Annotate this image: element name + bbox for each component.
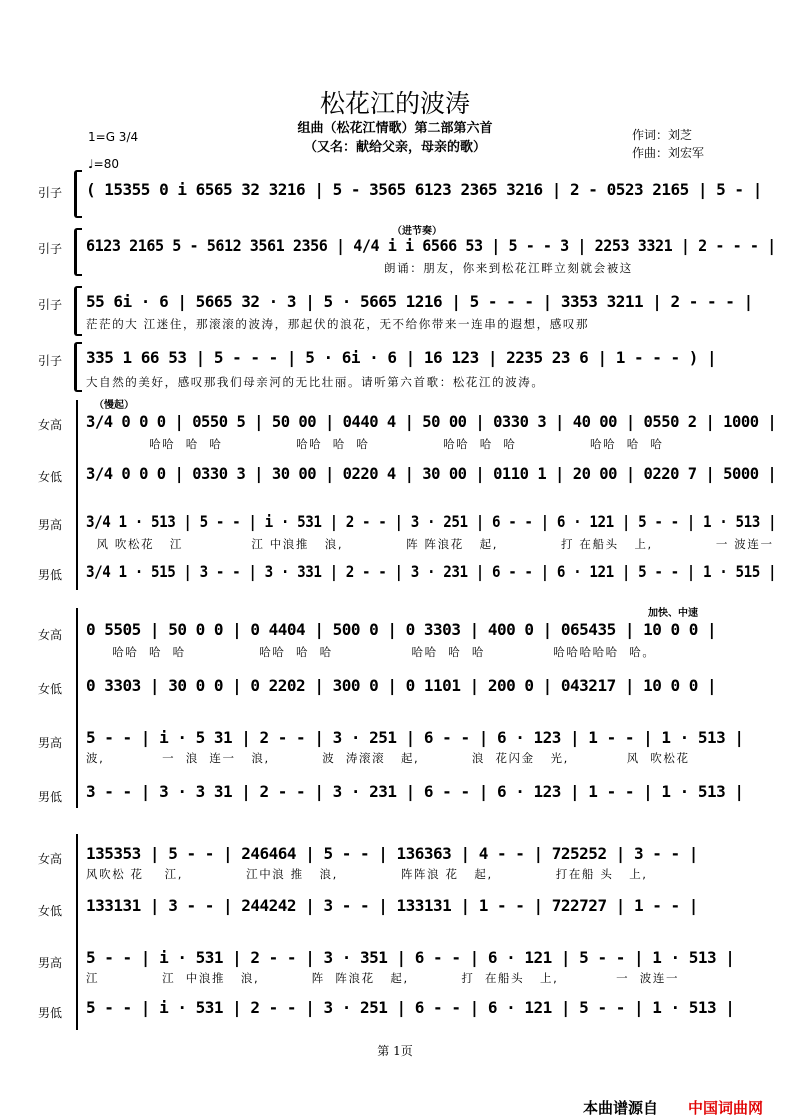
- part-label: 女高: [38, 628, 63, 642]
- composer-credit: 作曲：刘宏军: [632, 146, 705, 160]
- notation-line: 3/4 0 0 0 | 0550 5 | 50 00 | 0440 4 | 50 00 | 0330 3 | 40 00 | 0550 2 | 1000 |: [86, 412, 777, 431]
- part-label: 引子: [38, 298, 63, 312]
- notation-line: 5 - - | i · 5 31 | 2 - - | 3 · 251 | 6 - - | 6 · 123 | 1 - - | 1 · 513 |: [86, 728, 744, 747]
- part-label: 男低: [38, 790, 63, 804]
- system-bracket: [76, 400, 78, 590]
- lyric-line: 哈哈 哈 哈 哈哈 哈 哈 哈哈 哈 哈 哈哈哈哈哈 哈。: [86, 645, 656, 659]
- part-label: 女低: [38, 682, 63, 696]
- performance-mark: （慢起）: [94, 400, 134, 411]
- part-label: 女低: [38, 904, 63, 918]
- system-brace: [74, 170, 82, 218]
- notation-line: ( 15355 0 i 6565 32 3216 | 5 - 3565 6123 2365 3216 | 2 - 0523 2165 | 5 - |: [86, 180, 762, 199]
- page-number: 第 1页: [377, 1044, 413, 1058]
- part-label: 男低: [38, 568, 63, 582]
- lyric-line: 风吹松 花 江, 江中浪 推 浪, 阵阵浪 花 起, 打在船 头 上,: [86, 867, 648, 881]
- lyric-line: 哈哈 哈 哈 哈哈 哈 哈 哈哈 哈 哈 哈哈 哈 哈: [86, 437, 664, 451]
- lyric-line: 江 江 中浪推 浪, 阵 阵浪花 起, 打 在船头 上, 一 波连一: [86, 971, 680, 985]
- part-label: 男高: [38, 518, 63, 532]
- part-label: 女高: [38, 852, 63, 866]
- part-label: 女高: [38, 418, 63, 432]
- system-brace: [74, 342, 82, 392]
- notation-line: 3/4 1 · 513 | 5 - - | i · 531 | 2 - - | 3 · 251 | 6 - - | 6 · 121 | 5 - - | 1 · 513 |: [86, 512, 777, 531]
- performance-mark: （进节奏）: [392, 226, 442, 237]
- notation-line: 0 3303 | 30 0 0 | 0 2202 | 300 0 | 0 1101 | 200 0 | 043217 | 10 0 0 |: [86, 676, 717, 695]
- tempo-mark: ♩=80: [88, 157, 119, 171]
- part-label: 男低: [38, 1006, 63, 1020]
- part-label: 男高: [38, 736, 63, 750]
- notation-line: 55 6i · 6 | 5665 32 · 3 | 5 · 5665 1216 | 5 - - - | 3353 3211 | 2 - - - |: [86, 292, 753, 311]
- system-bracket: [76, 608, 78, 808]
- subtitle-suite: 组曲（松花江情歌）第二部第六首: [297, 121, 493, 136]
- recitation-text: 朗诵：朋友，你来到松花江畔立刻就会被这: [384, 261, 633, 275]
- page-title: 松花江的波涛: [319, 89, 470, 118]
- notation-line: 335 1 66 53 | 5 - - - | 5 · 6i · 6 | 16 123 | 2235 23 6 | 1 - - - ) |: [86, 348, 717, 367]
- notation-line: 135353 | 5 - - | 246464 | 5 - - | 136363 | 4 - - | 725252 | 3 - - |: [86, 844, 698, 863]
- notation-line: 6123 2165 5 - 5612 3561 2356 | 4/4 i i 6566 53 | 5 - - 3 | 2253 3321 | 2 - - - |: [86, 236, 776, 255]
- lyricist-credit: 作词：刘芝: [632, 128, 693, 142]
- notation-line: 5 - - | i · 531 | 2 - - | 3 · 251 | 6 - - | 6 · 121 | 5 - - | 1 · 513 |: [86, 998, 735, 1017]
- notation-line: 133131 | 3 - - | 244242 | 3 - - | 133131 | 1 - - | 722727 | 1 - - |: [86, 896, 698, 915]
- performance-mark: 加快、中速: [648, 608, 698, 619]
- recitation-text: 茫茫的大 江迷住，那滚滚的波涛，那起伏的浪花，无不给你带来一连串的遐想，感叹那: [86, 317, 590, 331]
- lyric-line: 风 吹松花 江 江 中浪推 浪, 阵 阵浪花 起, 打 在船头 上, 一 波连一: [86, 537, 774, 551]
- part-label: 引子: [38, 186, 63, 200]
- system-bracket: [76, 834, 78, 1030]
- source-label: 本曲谱源自: [583, 1099, 659, 1117]
- source-site-link[interactable]: 中国词曲网: [688, 1099, 764, 1117]
- part-label: 女低: [38, 470, 63, 484]
- system-brace: [74, 228, 82, 276]
- notation-line: 0 5505 | 50 0 0 | 0 4404 | 500 0 | 0 3303 | 400 0 | 065435 | 10 0 0 |: [86, 620, 717, 639]
- notation-line: 3/4 1 · 515 | 3 - - | 3 · 331 | 2 - - | 3 · 231 | 6 - - | 6 · 121 | 5 - - | 1 · 515 |: [86, 562, 777, 581]
- part-label: 引子: [38, 242, 63, 256]
- part-label: 男高: [38, 956, 63, 970]
- subtitle-alias: （又名：献给父亲，母亲的歌）: [303, 140, 486, 155]
- lyric-line: 波, 一 浪 连一 浪, 波 涛滚滚 起, 浪 花闪金 光, 风 吹松花: [86, 751, 690, 765]
- notation-line: 3/4 0 0 0 | 0330 3 | 30 00 | 0220 4 | 30 00 | 0110 1 | 20 00 | 0220 7 | 5000 |: [86, 464, 777, 483]
- notation-line: 5 - - | i · 531 | 2 - - | 3 · 351 | 6 - - | 6 · 121 | 5 - - | 1 · 513 |: [86, 948, 735, 967]
- key-signature: 1=G 3/4: [88, 130, 139, 144]
- notation-line: 3 - - | 3 · 3 31 | 2 - - | 3 · 231 | 6 - - | 6 · 123 | 1 - - | 1 · 513 |: [86, 782, 744, 801]
- system-brace: [74, 286, 82, 336]
- recitation-text: 大自然的美好，感叹那我们母亲河的无比壮丽。请听第六首歌：松花江的波涛。: [86, 375, 545, 389]
- part-label: 引子: [38, 354, 63, 368]
